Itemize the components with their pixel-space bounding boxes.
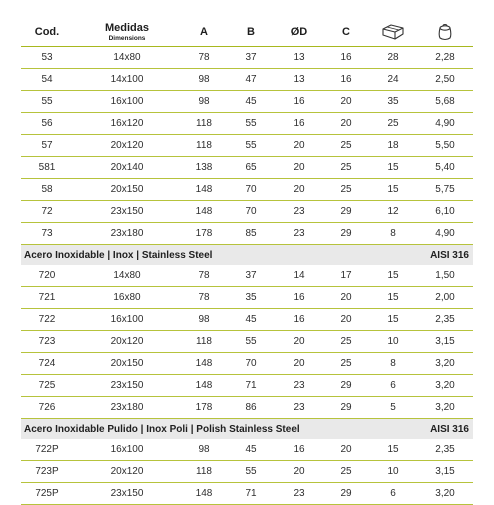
cell-box-qty: 35 [387,96,399,107]
cell-bag-weight: 5,75 [435,184,455,195]
cell-bag-weight: 2,50 [435,74,455,85]
section-header [21,245,473,266]
cell-cod: 720 [38,270,56,281]
cell-b: 45 [245,96,257,107]
header-c: C [342,26,350,38]
cell-b: 55 [245,118,257,129]
cell-medidas: 16x100 [110,444,144,455]
cell-c: 25 [340,466,352,477]
cell-a: 98 [198,96,210,107]
header-diameter: ØD [290,26,308,38]
cell-diameter: 16 [293,292,305,303]
header-row [21,18,473,47]
spec-table [21,18,473,505]
cell-diameter: 14 [293,270,305,281]
cell-diameter: 23 [293,206,305,217]
cell-bag-weight: 3,15 [435,336,455,347]
cell-cod: 55 [41,96,53,107]
cell-diameter: 13 [293,52,305,63]
cell-box-qty: 15 [387,184,399,195]
cell-a: 118 [196,140,212,151]
cell-c: 29 [340,206,352,217]
cell-medidas: 20x150 [110,184,144,195]
cell-b: 45 [245,444,257,455]
section-header [21,419,473,440]
table-row [21,223,473,245]
cell-a: 98 [198,444,210,455]
table-row [21,47,473,69]
cell-c: 20 [340,314,352,325]
cell-c: 20 [340,118,352,129]
cell-c: 25 [340,162,352,173]
cell-c: 25 [340,184,352,195]
cell-a: 78 [198,270,210,281]
section-label: Acero Inoxidable Pulido | Inox Poli | Polish Stainless Steel [21,419,369,440]
cell-b: 47 [245,74,257,85]
cell-bag-weight: 6,10 [435,206,455,217]
cell-c: 20 [340,444,352,455]
cell-diameter: 20 [293,162,305,173]
cell-bag-weight: 3,20 [435,380,455,391]
bag-icon [437,23,453,41]
cell-bag-weight: 2,00 [435,292,455,303]
product-spec-sheet [21,18,473,505]
header-medidas [73,18,181,47]
cell-medidas: 23x150 [110,380,144,391]
cell-cod: 725 [38,380,56,391]
cell-b: 71 [245,488,257,499]
table-row [21,375,473,397]
cell-bag-weight: 3,15 [435,466,455,477]
cell-medidas: 16x80 [113,292,141,303]
cell-medidas: 23x180 [110,228,144,239]
box-icon [381,23,405,41]
cell-medidas: 16x100 [110,96,144,107]
cell-medidas: 23x150 [110,206,144,217]
cell-a: 148 [195,206,213,217]
spec-table-body [21,47,473,505]
cell-cod: 723 [38,336,56,347]
cell-diameter: 23 [293,228,305,239]
cell-medidas: 14x80 [113,52,141,63]
cell-box-qty: 25 [387,118,399,129]
cell-bag-weight: 4,90 [435,228,455,239]
cell-a: 118 [196,466,212,477]
cell-bag-weight: 5,68 [435,96,455,107]
cell-box-qty: 8 [390,228,396,239]
cell-diameter: 20 [293,358,305,369]
cell-diameter: 20 [293,140,305,151]
cell-box-qty: 15 [387,292,399,303]
cell-bag-weight: 4,90 [435,118,455,129]
cell-bag-weight: 2,28 [435,52,455,63]
cell-medidas: 14x100 [110,74,144,85]
table-row [21,113,473,135]
header-b: B [247,26,255,38]
cell-diameter: 16 [293,96,305,107]
cell-c: 25 [340,358,352,369]
cell-b: 55 [245,466,257,477]
cell-medidas: 23x150 [110,488,144,499]
cell-medidas: 23x180 [110,402,144,413]
cell-cod: 724 [38,358,56,369]
cell-b: 85 [245,228,257,239]
cell-c: 25 [340,336,352,347]
cell-bag-weight: 3,20 [435,358,455,369]
cell-a: 98 [198,74,210,85]
cell-c: 29 [340,380,352,391]
section-code: AISI 316 [369,419,473,440]
cell-a: 118 [196,118,212,129]
cell-b: 65 [245,162,257,173]
cell-bag-weight: 5,40 [435,162,455,173]
cell-c: 29 [340,402,352,413]
cell-c: 29 [340,228,352,239]
cell-box-qty: 6 [390,380,396,391]
cell-b: 37 [245,270,257,281]
table-row [21,135,473,157]
cell-medidas: 20x120 [110,336,144,347]
cell-b: 70 [245,358,257,369]
cell-box-qty: 15 [387,162,399,173]
table-row [21,91,473,113]
cell-bag-weight: 3,20 [435,488,455,499]
section-code: AISI 316 [369,245,473,266]
table-row [21,287,473,309]
cell-cod: 73 [41,228,53,239]
cell-box-qty: 6 [390,488,396,499]
table-row [21,69,473,91]
cell-box-qty: 28 [387,52,399,63]
cell-c: 25 [340,140,352,151]
cell-medidas: 20x140 [110,162,144,173]
cell-c: 17 [340,270,352,281]
cell-cod: 53 [41,52,53,63]
cell-diameter: 23 [293,380,305,391]
cell-diameter: 16 [293,314,305,325]
cell-b: 71 [245,380,257,391]
cell-medidas: 20x120 [110,140,144,151]
cell-medidas: 14x80 [113,270,141,281]
cell-b: 45 [245,314,257,325]
table-row [21,461,473,483]
cell-diameter: 16 [293,444,305,455]
cell-medidas: 16x120 [110,118,144,129]
table-row [21,397,473,419]
cell-c: 16 [340,52,352,63]
table-row [21,179,473,201]
cell-a: 118 [196,336,212,347]
section-label: Acero Inoxidable | Inox | Stainless Steel [21,245,369,266]
cell-a: 178 [195,228,213,239]
cell-a: 78 [198,292,210,303]
cell-cod: 726 [38,402,56,413]
cell-box-qty: 12 [387,206,399,217]
cell-a: 78 [198,52,210,63]
cell-cod: 72 [41,206,53,217]
cell-bag-weight: 1,50 [435,270,455,281]
cell-medidas: 20x120 [110,466,144,477]
header-bag [417,18,473,47]
cell-diameter: 13 [293,74,305,85]
cell-bag-weight: 2,35 [435,314,455,325]
cell-c: 20 [340,292,352,303]
cell-a: 178 [195,402,213,413]
cell-a: 148 [195,184,213,195]
cell-cod: 581 [38,162,56,173]
cell-bag-weight: 2,35 [435,444,455,455]
cell-b: 55 [245,140,257,151]
header-medidas-label: Medidas [104,22,149,34]
table-row [21,157,473,179]
cell-a: 148 [195,358,213,369]
table-row [21,265,473,287]
cell-diameter: 20 [293,336,305,347]
cell-b: 37 [245,52,257,63]
header-a: A [200,26,208,38]
cell-cod: 722 [38,314,56,325]
table-row [21,353,473,375]
cell-bag-weight: 3,20 [435,402,455,413]
cell-c: 16 [340,74,352,85]
cell-diameter: 16 [293,118,305,129]
cell-c: 20 [340,96,352,107]
table-row [21,439,473,461]
cell-b: 86 [245,402,257,413]
cell-c: 29 [340,488,352,499]
cell-a: 98 [198,314,210,325]
cell-box-qty: 5 [390,402,396,413]
cell-box-qty: 15 [387,314,399,325]
cell-box-qty: 15 [387,270,399,281]
cell-diameter: 20 [293,466,305,477]
table-row [21,309,473,331]
cell-medidas: 20x150 [110,358,144,369]
cell-medidas: 16x100 [110,314,144,325]
header-dimensions-label: Dimensions [108,35,146,42]
header-cod: Cod. [34,26,60,38]
cell-cod: 56 [41,118,53,129]
cell-box-qty: 18 [387,140,399,151]
cell-diameter: 23 [293,488,305,499]
cell-b: 70 [245,184,257,195]
table-row [21,331,473,353]
cell-box-qty: 8 [390,358,396,369]
cell-box-qty: 10 [387,466,399,477]
cell-cod: 722P [35,444,59,455]
cell-box-qty: 15 [387,444,399,455]
cell-cod: 721 [38,292,56,303]
cell-b: 55 [245,336,257,347]
cell-cod: 54 [41,74,53,85]
cell-diameter: 23 [293,402,305,413]
cell-cod: 58 [41,184,53,195]
cell-b: 35 [245,292,257,303]
cell-a: 148 [195,488,213,499]
cell-cod: 57 [41,140,53,151]
cell-a: 138 [195,162,213,173]
cell-diameter: 20 [293,184,305,195]
header-box [369,18,417,47]
cell-a: 148 [195,380,213,391]
cell-box-qty: 24 [387,74,399,85]
cell-box-qty: 10 [387,336,399,347]
cell-cod: 723P [35,466,59,477]
cell-bag-weight: 5,50 [435,140,455,151]
table-row [21,201,473,223]
cell-cod: 725P [35,488,59,499]
cell-b: 70 [245,206,257,217]
